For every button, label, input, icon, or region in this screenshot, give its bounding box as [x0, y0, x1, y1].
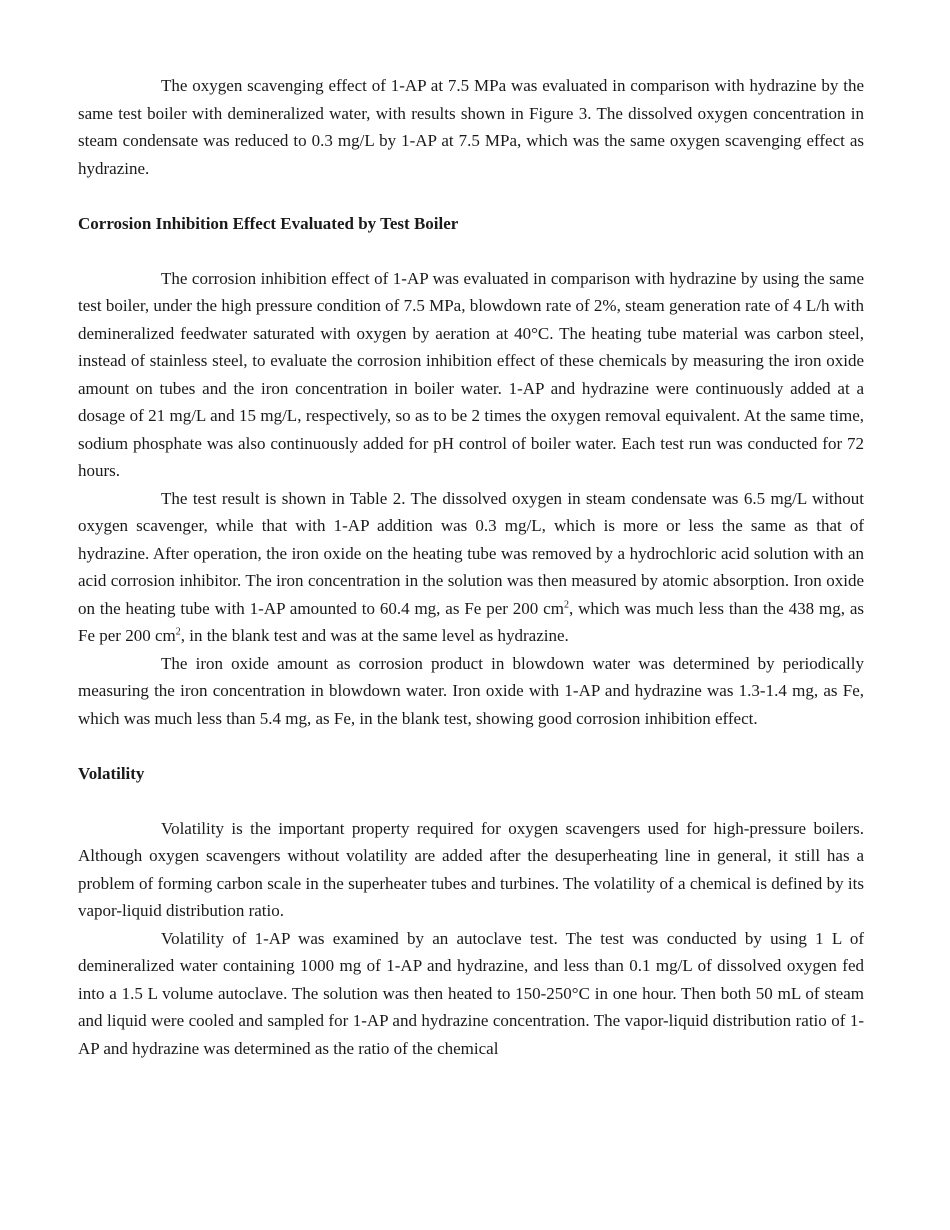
paragraph-text: , which was much less than the 438 mg, as Fe per 200 cm	[78, 598, 864, 645]
paragraph-blowdown-iron-oxide: The iron oxide amount as corrosion product in blowdown water was determined by periodically measuring the iron concentration in blowdown water. Iron oxide with 1-AP and hydrazine was 1.3-1.4 mg, as Fe, which was much less than 5.4 mg, as Fe, in the blank test, showing good corrosion inhibition effect.	[78, 653, 864, 728]
paragraph-text: The test result is shown in Table 2. The dissolved oxygen in steam condensate was 6.5 mg/L without oxygen scavenger, while that with 1-AP addition was 0.3 mg/L, which is more or less the same as that of hydrazine. After operation, the iron oxide on the heating tube was removed by a hydrochloric acid solution with an acid corrosion inhibitor. The iron concentration in the solution was then measured by atomic absorption. Iron oxide on the heating tube with 1-AP amounted to 60.4 mg, as Fe per 200 cm	[78, 488, 864, 618]
section-heading-volatility: Volatility	[78, 764, 145, 783]
superscript-two: 2	[563, 598, 569, 610]
paragraph-corrosion-test-conditions: The corrosion inhibition effect of 1-AP was evaluated in comparison with hydrazine by using the same test boiler, under the high pressure condition of 7.5 MPa, blowdown rate of 2%, steam generation rate of 4 L/h with demineralized feedwater saturated with oxygen by aeration at 40°C. The heating tube material was carbon steel, instead of stainless steel, to evaluate the corrosion inhibition effect of these chemicals by measuring the iron oxide amount on tubes and the iron concentration in boiler water. 1-AP and hydrazine were continuously added at a dosage of 21 mg/L and 15 mg/L, respectively, so as to be 2 times the oxygen removal equivalent. At the same time, sodium phosphate was also continuously added for pH control of boiler water. Each test run was conducted for 72 hours.	[78, 268, 864, 480]
paragraph-text: , in the blank test and was at the same level as hydrazine.	[180, 626, 569, 645]
paragraph-autoclave-test: Volatility of 1-AP was examined by an autoclave test. The test was conducted by using 1 L of demineralized water containing 1000 mg of 1-AP and hydrazine, and less than 0.1 mg/L of dissolved oxygen fed into a 1.5 L volume autoclave. The solution was then heated to 150-250°C in one hour. Then both 50 mL of steam and liquid were cooled and sampled for 1-AP and hydrazine concentration. The vapor-liquid distribution ratio of 1-AP and hydrazine was determined as the ratio of the chemical	[78, 928, 864, 1058]
superscript-two: 2	[175, 626, 181, 638]
paragraph-test-result-table2	[78, 485, 864, 650]
document-page	[78, 72, 864, 1062]
paragraph-oxygen-scavenging-result: The oxygen scavenging effect of 1-AP at 7.5 MPa was evaluated in comparison with hydrazine by the same test boiler with demineralized water, with results shown in Figure 3. The dissolved oxygen concentration in steam condensate was reduced to 0.3 mg/L by 1-AP at 7.5 MPa, which was the same oxygen scavenging effect as hydrazine.	[78, 76, 864, 178]
section-heading-corrosion-inhibition: Corrosion Inhibition Effect Evaluated by Test Boiler	[78, 214, 459, 233]
paragraph-volatility-importance: Volatility is the important property required for oxygen scavengers used for high-pressure boilers. Although oxygen scavengers without volatility are added after the desuperheating line in general, it still has a problem of forming carbon scale in the superheater tubes and turbines. The volatility of a chemical is defined by its vapor-liquid distribution ratio.	[78, 818, 864, 920]
